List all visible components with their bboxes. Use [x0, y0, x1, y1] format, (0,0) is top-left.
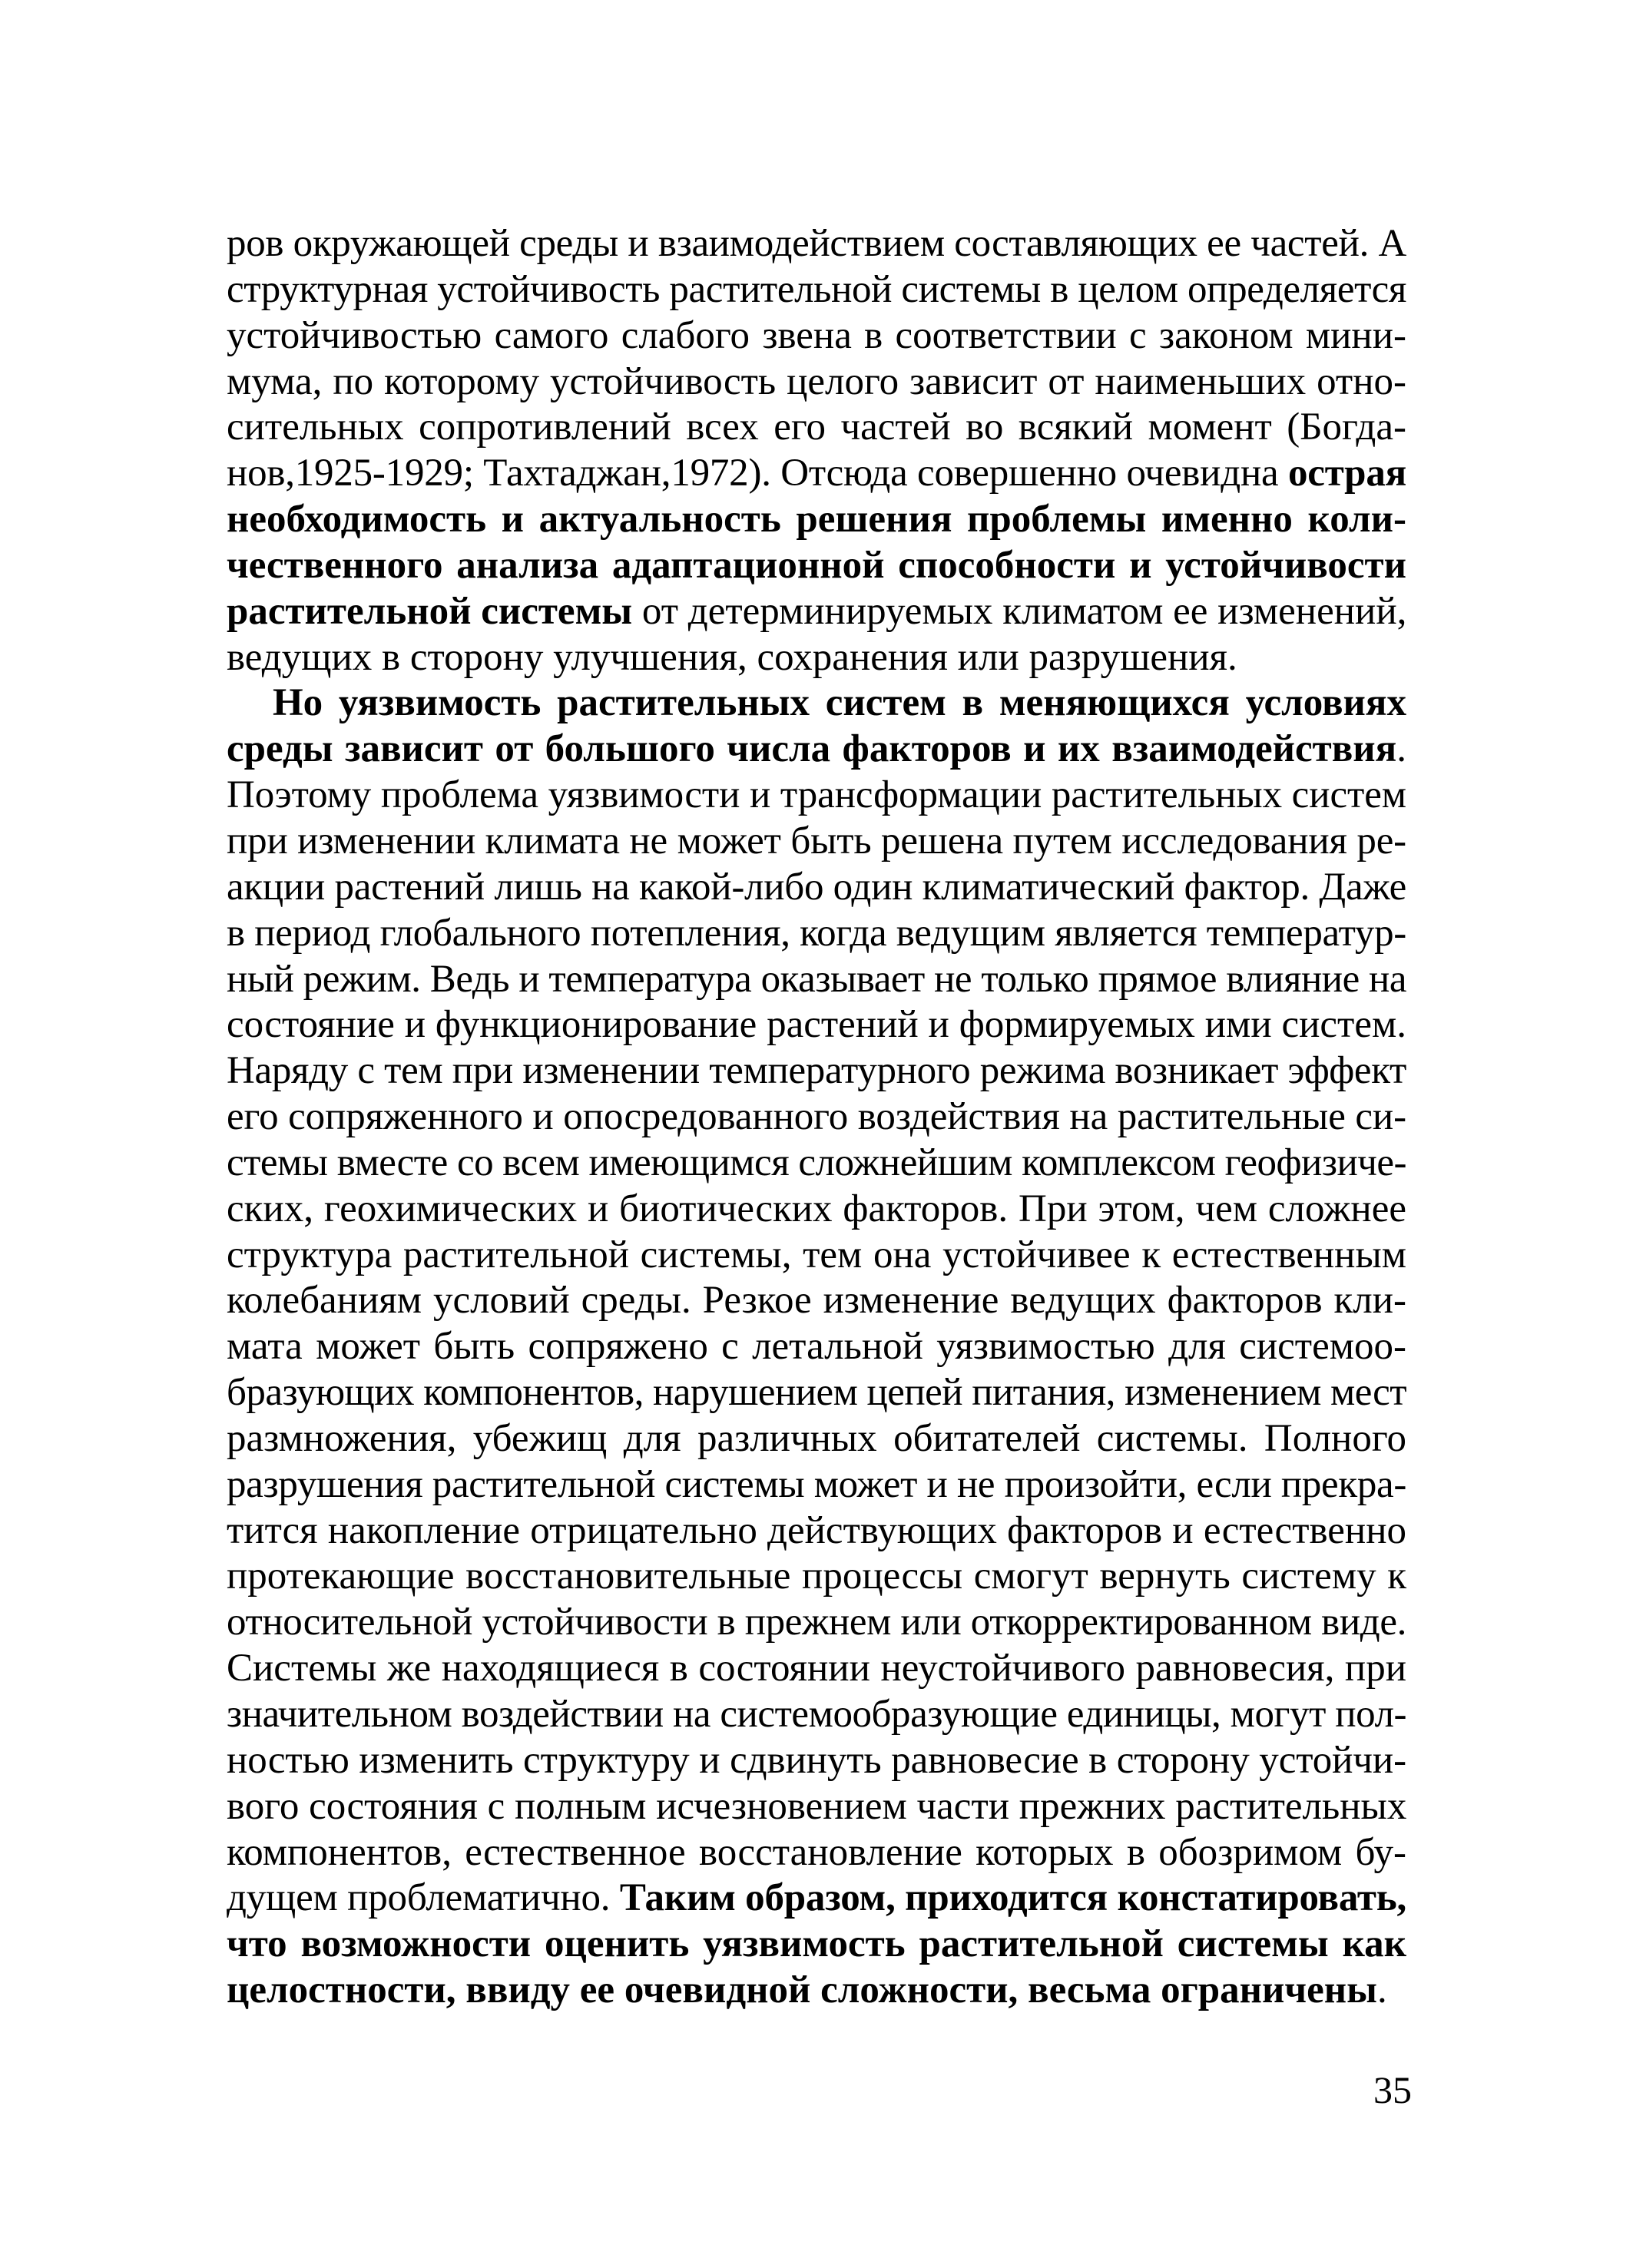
text-line [227, 313, 1406, 359]
text-run: компонентов, естественное восстановление которых в обозримом бу- [227, 1830, 1406, 1874]
text-line [227, 1646, 1406, 1692]
text-run: структурная устойчивость растительной системы в целом определяется [227, 267, 1407, 311]
text-line [227, 957, 1406, 1003]
bold-text: острая [1288, 452, 1406, 495]
text-run: ведущих в сторону улучшения, сохранения или разрушения. [227, 635, 1237, 679]
bold-text: что возможности оценить уязвимость растительной системы как [227, 1922, 1406, 1966]
text-line [227, 1692, 1406, 1738]
text-run: ских, геохимических и биотических факторов. При этом, чем сложнее [227, 1187, 1406, 1230]
text-run: разрушения растительной системы может и не произойти, если прекра- [227, 1462, 1406, 1506]
text-run: от детерминируемых климатом ее изменений, [632, 589, 1407, 633]
text-line [227, 1233, 1406, 1279]
text-line [227, 1508, 1406, 1554]
text-run: вого состояния с полным исчезновением части прежних растительных [227, 1784, 1407, 1828]
text-line [227, 865, 1406, 911]
text-run: его сопряженного и опосредованного воздействия на растительные си- [227, 1095, 1406, 1139]
text-run: Наряду с тем при изменении температурного режима возникает эффект [227, 1049, 1406, 1093]
text-line [227, 1094, 1406, 1141]
text-line [227, 1554, 1406, 1600]
text-run: дущем проблематично. [227, 1876, 620, 1920]
bold-text: Но уязвимость растительных систем в меняющихся условиях [273, 681, 1406, 725]
text-line [227, 1416, 1406, 1462]
text-line [227, 635, 1406, 681]
text-run: . [1396, 727, 1406, 771]
text-line [227, 359, 1406, 406]
text-run: размножения, убежищ для различных обитателей системы. Полного [227, 1416, 1406, 1460]
text-run: состояние и функционирование растений и формируемых ими систем. [227, 1003, 1406, 1047]
text-run: относительной устойчивости в прежнем или откорректированном виде. [227, 1601, 1406, 1644]
bold-text: среды зависит от большого числа факторов и их взаимодействия [227, 727, 1397, 771]
text-line [227, 1278, 1406, 1324]
text-run: Системы же находящиеся в состоянии неустойчивого равновесия, при [227, 1647, 1406, 1690]
bold-text: целостности, ввиду ее очевидной сложности, весьма ограничены [227, 1968, 1378, 2012]
text-run: протекающие восстановительные процессы смогут вернуть систему к [227, 1554, 1406, 1598]
text-line [227, 497, 1406, 543]
text-line [227, 1141, 1406, 1187]
text-run: сительных сопротивлений всех его частей во всякий момент (Богда- [227, 406, 1406, 449]
paragraph [227, 680, 1406, 2013]
body-text [227, 221, 1406, 2014]
text-line [227, 773, 1406, 819]
text-line [227, 1600, 1406, 1646]
text-line [227, 819, 1406, 865]
bold-text: растительной системы [227, 589, 633, 633]
text-run: стемы вместе со всем имеющимся сложнейшим комплексом геофизиче- [227, 1141, 1406, 1184]
text-line [227, 1922, 1406, 1968]
text-run: ный режим. Ведь и температура оказывает не только прямое влияние на [227, 957, 1406, 1001]
bold-text: чественного анализа адаптационной способности и устойчивости [227, 543, 1406, 587]
text-run: колебаниям условий среды. Резкое изменение ведущих факторов кли- [227, 1279, 1406, 1323]
text-line [227, 451, 1406, 497]
text-run: акции растений лишь на какой-либо один климатический фактор. Даже [227, 865, 1407, 909]
text-line [227, 1324, 1406, 1370]
text-line [227, 405, 1406, 451]
text-run: ностью изменить структуру и сдвинуть равновесие в сторону устойчи- [227, 1738, 1406, 1782]
text-line [227, 911, 1406, 957]
bold-text: необходимость и актуальность решения проблемы именно коли- [227, 498, 1406, 541]
text-line [227, 1462, 1406, 1508]
text-line [227, 1002, 1406, 1048]
text-line [227, 589, 1406, 635]
text-line [227, 1830, 1406, 1876]
text-run: при изменении климата не может быть решена путем исследования ре- [227, 819, 1407, 863]
text-run: устойчивостью самого слабого звена в соответствии с законом мини- [227, 313, 1406, 357]
text-line [227, 1187, 1406, 1233]
text-run: Поэтому проблема уязвимости и трансформации растительных систем [227, 773, 1406, 817]
text-line [227, 1370, 1406, 1416]
text-run: тится накопление отрицательно действующих факторов и естественно [227, 1508, 1406, 1552]
text-run: бразующих компонентов, нарушением цепей питания, изменением мест [227, 1371, 1406, 1415]
text-line [227, 1784, 1406, 1830]
text-line [227, 727, 1406, 773]
text-line [227, 267, 1406, 313]
page-number: 35 [1373, 2068, 1412, 2111]
text-line [227, 221, 1406, 267]
bold-text: Таким образом, приходится констатировать, [619, 1876, 1406, 1920]
text-run: значительном воздействии на системообразующие единицы, могут пол- [227, 1693, 1406, 1736]
text-run: в период глобального потепления, когда ведущим является температур- [227, 911, 1406, 955]
text-line [227, 1876, 1406, 1922]
text-line [227, 1048, 1406, 1094]
text-run: ров окружающей среды и взаимодействием составляющих ее частей. А [227, 222, 1406, 265]
text-line [227, 1738, 1406, 1784]
text-line [227, 680, 1406, 727]
text-run: мума, по которому устойчивость целого зависит от наименьших отно- [227, 359, 1406, 403]
text-run: нов,1925-1929; Тахтаджан,1972). Отсюда совершенно очевидна [227, 452, 1289, 495]
paragraph [227, 221, 1406, 680]
text-run: . [1377, 1968, 1387, 2012]
text-run: структура растительной системы, тем она устойчивее к естественным [227, 1233, 1406, 1276]
text-line [227, 1968, 1406, 2014]
text-run: мата может быть сопряжено с летальной уязвимостью для системоо- [227, 1325, 1406, 1369]
text-line [227, 543, 1406, 589]
